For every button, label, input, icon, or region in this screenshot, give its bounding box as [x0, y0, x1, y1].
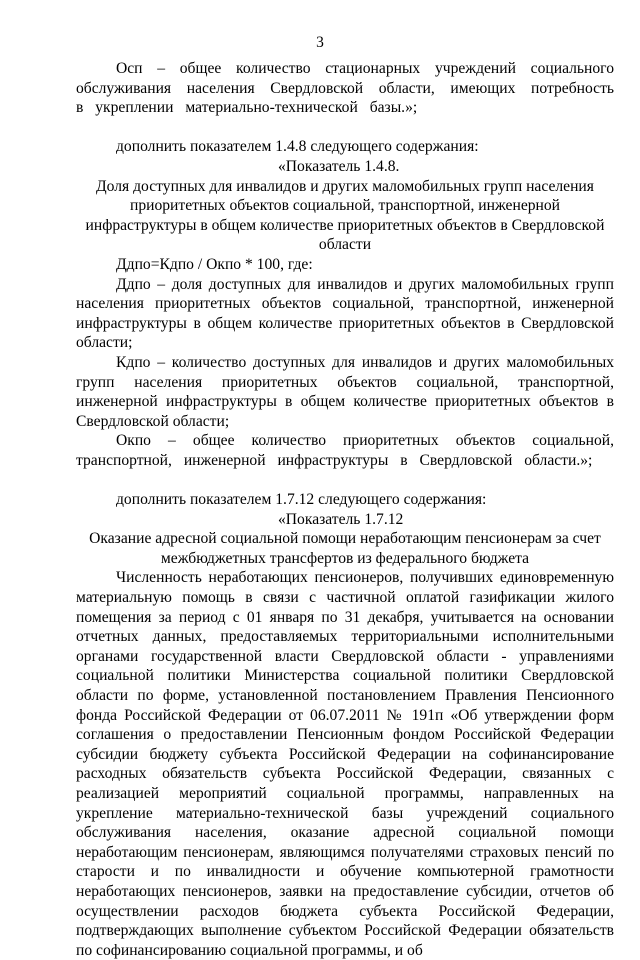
paragraph-gap [76, 118, 614, 138]
osp-definition: Осп – общее количество стационарных учреждений социального обслуживания населения Свердловской области, имеющих потребность в укреплении материально-технической базы.»; [76, 60, 614, 117]
formula: Ддпо=Кдпо / Окпо * 100, где: [116, 255, 313, 273]
page-number: 3 [316, 34, 324, 51]
indicator-label-1-4-8: «Показатель 1.4.8. [278, 157, 400, 175]
definition-okpo: Окпо – общее количество приоритетных объектов социальной, транспортной, инженерной инфраструктуры в Свердловской области.»; [76, 432, 614, 469]
indicator-body-1-7-12: Численность неработающих пенсионеров, получивших единовременную материальную помощь в связи с частичной оплатой газификации жилого помещения за период с 01 января по 31 декабря, учитывается на основании отчетных данных, предоставляемых территориальными исполнительными органами государственной власти Свердловской области - управлениями социальной политики Министерства социальной политики Свердловской области по форме, установленной постановлением Правления Пенсионного фонда Российской Федерации от 06.07.2011 № 191п «Об утверждении форм соглашения о предоставлении Пенсионным фондом Российской Федерации субсидии бюджету субъекта Российской Федерации на софинансирование расходных обязательств субъекта Российской Федерации, связанных с реализацией мероприятий социальной программы, направленных на укрепление материально-технической базы учреждений социального обслуживания населения, оказание адресной социальной помощи неработающим пенсионерам, являющимся получателями страховых пенсий по старости и по инвалидности и обучение компьютерной грамотности неработающих пенсионеров, заявки на предоставление субсидии, отчетов об осуществлении расходов бюджета субъекта Российской Федерации, подтверждающих выполнение субъектом Российской Федерации обязательств по софинансированию социальной программы, и об [76, 569, 614, 959]
indicator-title-1-7-12: Оказание адресной социальной помощи неработающим пенсионерам за счет межбюджетных трансфертов из федерального бюджета [89, 530, 601, 567]
paragraph-gap [76, 470, 614, 490]
document-body [76, 59, 614, 960]
indicator-title-1-4-8: Доля доступных для инвалидов и других маломобильных групп населения приоритетных объектов социальной, транспортной, инженерной инфраструктуры в общем количестве приоритетных объектов в Свердловской области [85, 177, 605, 254]
definition-ddpo: Ддпо – доля доступных для инвалидов и других маломобильных групп населения приоритетных объектов социальной, транспортной, инженерной инфраструктуры в общем количестве приоритетных объектов в Свердловской области; [76, 275, 614, 352]
addition-intro-1-7-12: дополнить показателем 1.7.12 следующего содержания: [116, 491, 487, 509]
indicator-label-1-7-12: «Показатель 1.7.12 [278, 510, 404, 528]
definition-kdpo: Кдпо – количество доступных для инвалидов и других маломобильных групп населения приоритетных объектов социальной, транспортной, инженерной инфраструктуры в общем количестве приоритетных объектов в Свердловской области; [76, 353, 614, 430]
addition-intro-1-4-8: дополнить показателем 1.4.8 следующего содержания: [116, 138, 479, 156]
